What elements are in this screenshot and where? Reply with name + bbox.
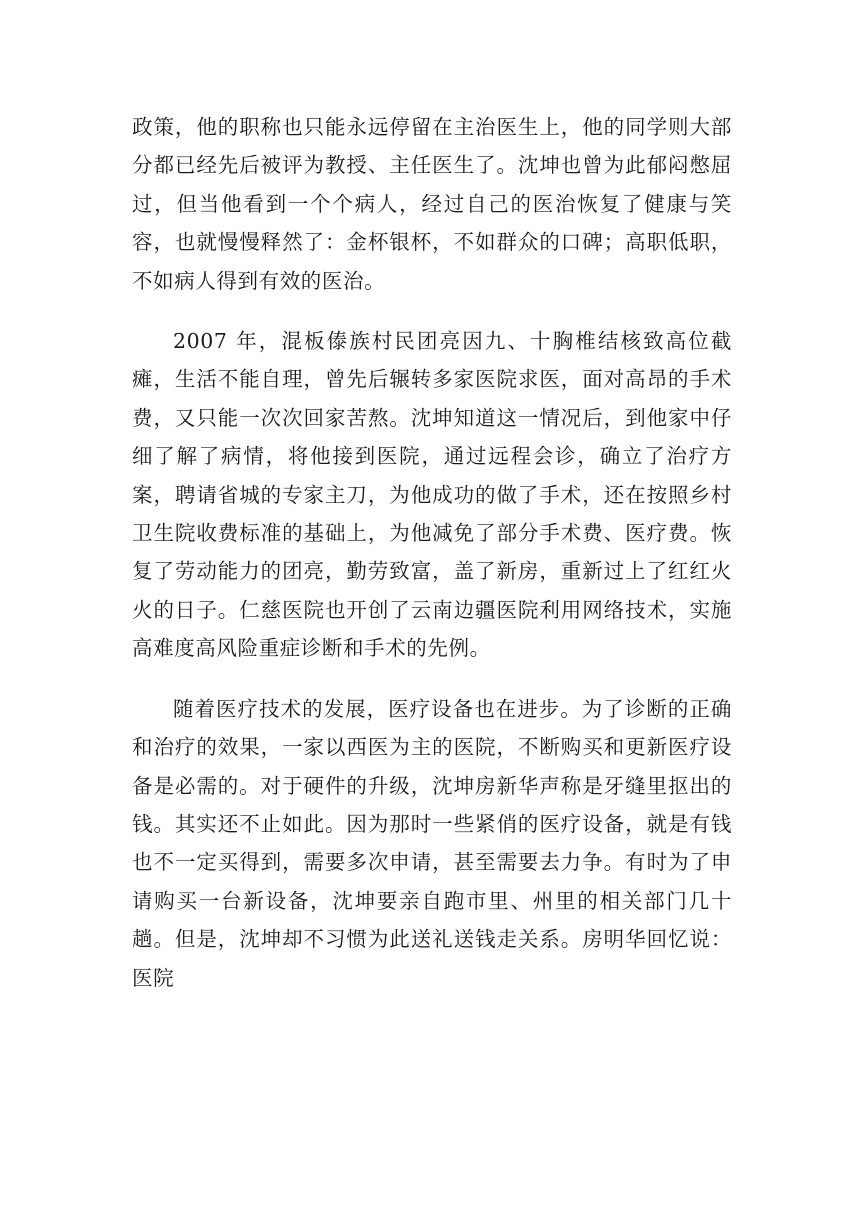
paragraph-1: 政策，他的职称也只能永远停留在主治医生上，他的同学则大部分都已经先后被评为教授、主任医生了。沈坤也曾为此郁闷憋屈过，但当他看到一个个病人，经过自己的医治恢复了健康与笑容，也就慢慢释然了：金杯银杯，不如群众的口碑；高职低职，不如病人得到有效的医治。 [132, 115, 732, 293]
paragraph-2: 2007 年，混板傣族村民团亮因九、十胸椎结核致高位截瘫，生活不能自理，曾先后辗转多家医院求医，面对高昂的手术费，又只能一次次回家苦熬。沈坤知道这一情况后，到他家中仔细了解了病情，将他接到医院，通过远程会诊，确立了治疗方案，聘请省城的专家主刀，为他成功的做了手术，还在按照乡村卫生院收费标准的基础上，为他减免了部分手术费、医疗费。恢复了劳动能力的团亮，勤劳致富，盖了新房，重新过上了红红火火的日子。仁慈医院也开创了云南边疆医院利用网络技术，实施高难度高风险重症诊断和手术的先例。 [132, 329, 732, 661]
document-page [132, 108, 732, 997]
paragraph-3: 随着医疗技术的发展，医疗设备也在进步。为了诊断的正确和治疗的效果，一家以西医为主的医院，不断购买和更新医疗设备是必需的。对于硬件的升级，沈坤房新华声称是牙缝里抠出的钱。其实还不止如此。因为那时一些紧俏的医疗设备，就是有钱也不一定买得到，需要多次申请，甚至需要去力争。有时为了申请购买一台新设备，沈坤要亲自跑市里、州里的相关部门几十趟。但是，沈坤却不习惯为此送礼送钱走关系。房明华回忆说：医院 [132, 696, 732, 990]
